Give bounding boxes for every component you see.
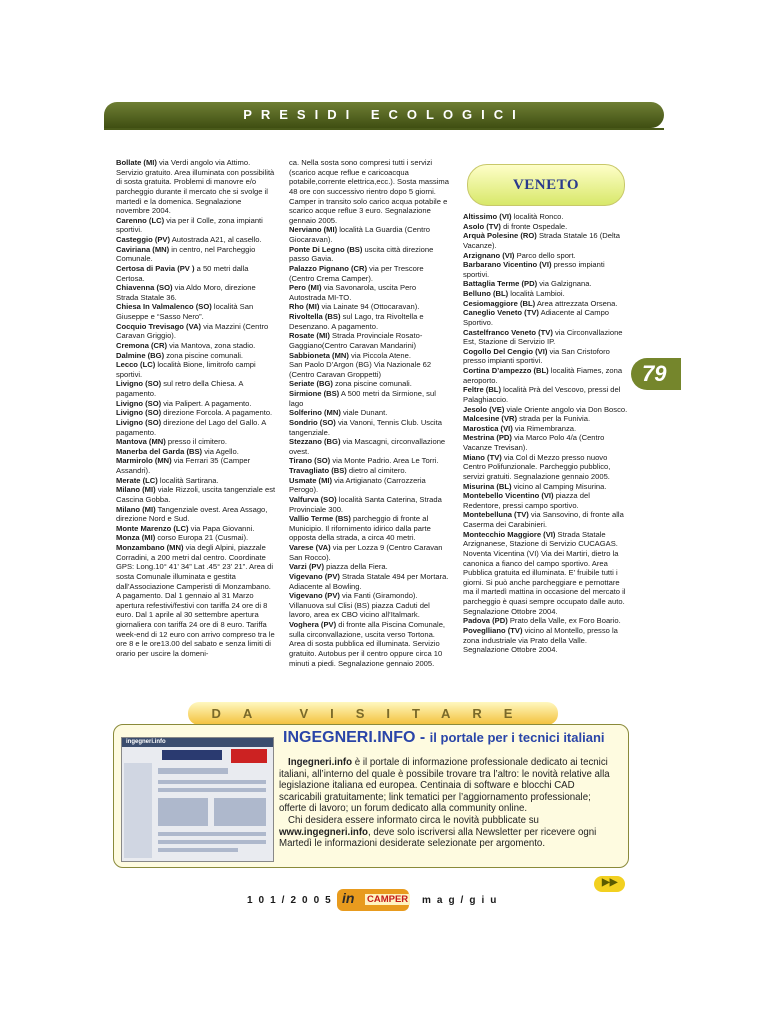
thumb-block (158, 848, 238, 852)
listing-entry (116, 341, 276, 351)
listing-entry (116, 447, 276, 457)
info-title-sub: il portale per i tecnici italiani (429, 730, 605, 745)
listing-location: Varzi (PV) (289, 562, 325, 572)
listing-description: vicino al Montello, presso la zona industriale via Prato della Valle. Segnalazione Ottobre 2004. (463, 625, 618, 655)
listing-description: uscita città direzione passo Gavia. (289, 244, 434, 264)
listing-entry (289, 562, 451, 572)
listing-description: via Savonarola, uscita Pero Autostrada MI-TO. (289, 283, 417, 302)
info-body (279, 757, 614, 850)
thumb-sidebar (124, 763, 152, 858)
listing-location: Belluno (BL) (463, 289, 509, 298)
listing-description: sul Lago, tra Rivoltella e Desenzano. A pagamento. (289, 312, 424, 331)
listing-location: Marostica (VI) (463, 423, 513, 433)
listing-entry (116, 399, 276, 409)
veneto-region-badge (467, 164, 625, 206)
listing-description: via Agello. (202, 446, 239, 456)
info-p2-text-a: Chi desidera essere informato circa le novità pubblicate su (288, 814, 539, 826)
listing-description: San Paolo D’Argon (BG) Via Nazionale 62 (Centro Caravan Groppetti) (289, 360, 432, 379)
visitare-banner (188, 702, 558, 725)
listing-entry (289, 225, 451, 244)
listing-description: via Circonvallazione Est, Stazione di Servizio IP. (463, 327, 623, 347)
listing-entry (289, 466, 451, 476)
listing-entry (289, 408, 451, 418)
listing-entry (289, 360, 451, 379)
listing-location: Miano (TV) (463, 452, 502, 462)
listing-entry (463, 482, 628, 492)
listing-location: Cesiomaggiore (BL) (463, 298, 536, 308)
listing-entry (463, 279, 628, 289)
listing-description: via Sansovino, di fronte alla Caserma dei Carabinieri. (463, 510, 624, 529)
listing-description: via Vanoni, Tennis Club. Uscita tangenziale. (289, 417, 442, 437)
incamper-logo (337, 889, 409, 911)
listing-description: via Lainate 94 (Ottocaravan). (319, 302, 420, 312)
listing-description: Strada Statale 16 (Delta Vacanze). (463, 231, 621, 250)
info-title (283, 729, 605, 747)
listing-location: Battaglia Terme (PD) (463, 279, 538, 289)
info-paragraph-2 (279, 815, 614, 850)
listing-description: dietro al cimitero. (346, 466, 407, 475)
listing-location: Dalmine (BG) (116, 350, 165, 360)
listing-description: Adiacente al Campo Sportivo. (463, 308, 610, 327)
page-number-tab (631, 358, 681, 390)
listing-description: via Monte Padrio. Area Le Torri. (330, 456, 439, 466)
listing-description: vicino al Camping Misurina. (511, 481, 607, 491)
thumb-block (158, 780, 266, 784)
listing-description: via Aldo Moro, direzione Strada Statale 36. (116, 283, 256, 302)
listing-description: viale Rizzoli, uscita tangenziale est Cascina Gobba. (116, 485, 276, 504)
listing-entry (289, 418, 451, 437)
listing-description: direzione del Lago del Gallo. A pagamento. (116, 417, 266, 437)
listing-description: in centro, nel Parcheggio Comunale. (116, 244, 256, 264)
listing-entry (463, 328, 628, 347)
listing-location: Monza (MI) (116, 533, 156, 543)
listing-location: Mestrina (PD) (463, 433, 512, 443)
listing-entry (289, 437, 451, 456)
listing-description: Tangenziale ovest. Area Assago, direzione Nord e Sud. (116, 504, 268, 524)
listing-location: Vigevano (PV) (289, 591, 340, 601)
listing-description: a 50 metri dalla Certosa. (116, 263, 249, 283)
listing-description: via per Lozza 9 (Centro Caravan San Rocco). (289, 543, 443, 562)
listing-entry (116, 524, 276, 534)
listing-location: Malcesine (VR) (463, 414, 518, 424)
listing-entry (116, 245, 276, 264)
listing-location: Varese (VA) (289, 543, 331, 552)
listing-location: Vallio Terme (BS) (289, 514, 351, 524)
listing-entry (116, 485, 276, 504)
listing-entry (116, 543, 276, 659)
listing-entry (289, 158, 451, 225)
listing-entry (289, 331, 451, 350)
listing-location: Casteggio (PV) (116, 235, 171, 244)
thumb-block (158, 788, 266, 792)
listing-description: via San Cristoforo presso impianti sportivi. (463, 346, 610, 366)
info-p2-text-b: , deve solo iscriversi alla Newsletter per ricevere ogni Martedì le informazioni desiderate selezionate per argomento. (279, 826, 597, 850)
listing-entry (116, 351, 276, 361)
thumb-block (158, 768, 228, 774)
listing-description: via Mantova, zona stadio. (167, 340, 256, 350)
listing-location: Cremona (CR) (116, 340, 168, 350)
listing-description: direzione Forcola. A pagamento. (161, 408, 273, 418)
listing-description: corso Europa 21 (Cusmai). (155, 533, 249, 543)
listing-location: Chiavenna (SO) (116, 283, 173, 293)
thumb-tabs (162, 750, 222, 760)
listing-entry (116, 379, 276, 398)
listing-location: Caviriana (MN) (116, 244, 170, 254)
listing-location: Livigno (SO) (116, 379, 162, 389)
listing-description: via Piccola Atene. (348, 350, 411, 360)
listing-description: via Rimembranza. (512, 423, 577, 433)
listing-location: Travagliato (BS) (289, 466, 347, 475)
listing-location: Arquà Polesine (RO) (463, 231, 537, 241)
listing-entry (463, 347, 628, 366)
listing-description: località Prà del Vescovo, pressi del Palaghiaccio. (463, 385, 621, 404)
listing-entry (289, 283, 451, 302)
column-lombardia-1 (116, 158, 276, 659)
listing-entry (289, 264, 451, 283)
listing-location: Vigevano (PV) (289, 571, 340, 581)
section-title: PRESIDI ECOLOGICI (243, 107, 525, 122)
listing-entry (463, 405, 628, 415)
listing-entry (463, 453, 628, 482)
listing-entry (116, 418, 276, 437)
listing-location: Arzignano (VI) (463, 250, 515, 260)
listing-description: presso impianti sportivi. (463, 260, 605, 279)
listing-entry (289, 351, 451, 361)
listing-entry (116, 408, 276, 418)
listing-description: via Ferrari 35 (Camper Assandri). (116, 456, 251, 475)
listing-description: via degli Alpini, piazzale Corradini, a 200 metri dal centro. Coordinate GPS: Long.10° 41’ 34” Lat .45° 23’ 21”. Area di sosta Comunale illuminata e gestita dall’Associazione Camperisti di Monzambano. A pagamento. Dal 1 gennaio al 31 Marzo apertura refestivi/festivi con tariffa 24 ore di 8 euro. Dal 1 aprile al 30 settembre apertura giornaliera con tariffa 24 ore di 8 euro. Tariffa week-end di 12 euro con arrivo compreso tra le ore 8 e le ore13.00 del sabato e senza limiti di orario per uscire la domeni- (116, 543, 275, 658)
thumb-block (158, 840, 266, 844)
column-lombardia-2 (289, 158, 451, 668)
listing-location: Monzambano (MN) (116, 543, 184, 552)
listing-description: piazza della Fiera. (324, 562, 388, 572)
listing-location: Montecchio Maggiore (VI) (463, 529, 556, 539)
listing-description: località Santa Caterina, Strada Provinciale 300. (289, 494, 442, 514)
listing-location: Milano (MI) (116, 504, 156, 514)
listing-entry (116, 505, 276, 524)
listing-entry (463, 510, 628, 529)
listing-location: Montebelluna (TV) (463, 510, 529, 520)
next-page-arrow-icon: ▶▶ (594, 876, 625, 892)
listing-location: Seriate (BG) (289, 379, 333, 389)
listing-entry (463, 212, 628, 222)
listing-location: Rho (MI) (289, 302, 320, 312)
listing-description: via Artigianato (Carrozzeria Perogo). (289, 475, 426, 495)
listing-location: Palazzo Pignano (CR) (289, 263, 368, 273)
listing-location: Jesolo (VE) (463, 404, 505, 414)
page-footer (0, 886, 767, 916)
footer-issue: 101/2005 (247, 895, 337, 906)
listing-entry (289, 302, 451, 312)
listing-description: Area attrezzata Orsena. (535, 298, 618, 308)
listing-description: Strada Statale 494 per Mortara. Adiacente al Bowling. (289, 571, 449, 591)
listing-location: Asolo (TV) (463, 221, 501, 231)
listing-entry (463, 260, 628, 279)
listing-entry (289, 456, 451, 466)
listing-description: di fronte Ospedale. (500, 221, 568, 231)
listing-location: Cocquio Trevisago (VA) (116, 321, 202, 331)
listing-location: Pero (MI) (289, 283, 322, 293)
listing-location: Usmate (MI) (289, 475, 333, 485)
thumb-block (158, 832, 266, 836)
listing-entry (116, 283, 276, 302)
listing-description: zona piscine comunali. (332, 379, 412, 389)
listing-location: Rosate (MI) (289, 331, 330, 341)
listing-location: Merate (LC) (116, 475, 158, 485)
logo-camper-text: CAMPER (367, 894, 409, 905)
info-site-name: Ingegneri.info (288, 757, 353, 768)
info-title-main: INGEGNERI.INFO - (283, 729, 430, 746)
listing-description: via Mazzini (Centro Caravan Griggio). (116, 321, 269, 341)
listing-description: viale Dunant. (340, 408, 388, 418)
listing-entry (116, 437, 276, 447)
listing-description: via Verdi angolo via Attimo. Servizio gratuito. Area illuminata con possibilità di sosta gratuita. Problemi di manovre e/o parcheggio durante il mercato che si svolge il martedì e la domenica. Segnalazione novembre 2004. (116, 158, 275, 216)
listing-entry (289, 572, 451, 591)
listing-entry (289, 379, 451, 389)
listing-entry (289, 543, 451, 562)
listing-location: Solferino (MN) (289, 408, 341, 418)
listing-description: località Lambioi. (508, 289, 565, 298)
listing-entry (116, 216, 276, 235)
listing-location: Tirano (SO) (289, 456, 331, 466)
listing-entry (289, 476, 451, 495)
listing-location: Marmirolo (MN) (116, 456, 172, 466)
listing-location: Ponte Di Legno (BS) (289, 244, 363, 254)
veneto-title: VENETO (512, 177, 580, 193)
listing-description: località Ronco. (511, 212, 564, 221)
listing-location: Livigno (SO) (116, 408, 162, 418)
thumb-ad (231, 749, 267, 763)
listing-description: via Marco Polo 4/a (Centro Vacanze Trevisan). (463, 433, 605, 452)
listing-entry (463, 385, 628, 404)
footer-date: mag/giu (422, 895, 503, 906)
listing-description: ca. Nella sosta sono compresi tutti i servizi (scarico acque reflue e caricoacqua potabile,corrente elettrica,ecc.). Sosta massima 48 ore con successivo rientro dopo 5 giorni. Camper in transito solo carico acqua potabile e scarico acque reflue 3 euro. Segnalazione gennaio 2005. (289, 158, 449, 225)
listing-location: Barbarano Vicentino (VI) (463, 260, 552, 270)
listing-location: Voghera (PV) (289, 620, 337, 629)
listing-description: località La Guardia (Centro Giocaravan). (289, 225, 430, 244)
listing-location: Valfurva (SO) (289, 494, 337, 504)
listing-location: Padova (PD) (463, 616, 508, 626)
listing-entry (116, 476, 276, 486)
listing-entry (289, 245, 451, 264)
listing-location: Misurina (BL) (463, 481, 512, 491)
listing-description: Strada Statale Arzignanese, Stazione di Servizio CUCAGAS. Noventa Vicentina (VI) Via dei Martiri, dietro la canonica a fianco del campo sportivo. Area Pubblica gratuita ed illuminata. E’ fruibile tutti i giorni. Si può anche parcheggiare e pernottare ma il martedì mattina in occasione del mercato il parcheggio è quasi sempre occupato dalle auto. Segnalazione Ottobre 2004. (463, 529, 626, 616)
listing-entry (116, 533, 276, 543)
listing-location: Certosa di Pavia (PV ) (116, 263, 195, 273)
listing-location: Carenno (LC) (116, 215, 165, 225)
listing-description: Parco dello sport. (514, 250, 576, 260)
listing-entry (116, 235, 276, 245)
column-veneto (463, 212, 628, 655)
info-url-link[interactable]: www.ingegneri.info (279, 826, 368, 838)
website-screenshot-image (121, 737, 274, 862)
listing-location: Montebello Vicentino (VI) (463, 491, 554, 501)
listing-description: di fronte alla Piscina Comunale, sulla circonvallazione, uscita verso Tortona. Area di sosta pubblica ed illuminata. Servizio gratuito. Autobus per il centro oppure circa 10 minuti a piedi. Segnalazione gennaio 2005. (289, 620, 446, 668)
logo-in-text: in (342, 890, 355, 906)
listing-location: Rivoltella (BS) (289, 312, 341, 321)
listing-location: Mantova (MN) (116, 437, 166, 447)
thumb-block (214, 798, 266, 826)
listing-entry (289, 389, 451, 408)
listing-description: località San Giuseppe e “Sasso Nero”. (116, 302, 254, 321)
listing-description: parcheggio di fronte al Municipio. Il rifornimento idirico dalla parte opposta della strada, a circa 40 metri. (289, 514, 431, 543)
info-p1-text: è il portale di informazione professionale dedicato ai tecnici italiani, all’interno del quale è possibile trovare tra l’altro: le novità relative alla legislazione italiana ed europea. Centinaia di software e blocchi CAD scaricabili gratuitamente; link tematici per l’aggiornamento professionale; offerte di lavoro; un forum dedicato alla community online. (279, 757, 610, 815)
listing-location: Sabbioneta (MN) (289, 350, 349, 360)
listing-description: Autostrada A21, al casello. (170, 235, 262, 244)
listing-entry (463, 222, 628, 232)
listing-location: Lecco (LC) (116, 360, 156, 370)
listing-location: Livigno (SO) (116, 417, 162, 427)
listing-entry (116, 322, 276, 341)
listing-entry (463, 251, 628, 261)
listing-description: via Palipert. A pagamento. (161, 398, 252, 408)
listing-description: via per il Colle, zona impianti sportivi. (116, 215, 263, 235)
listing-description: via Fanti (Giramondo). Villanuova sul Clisi (BS) piazza Caduti del lavoro, area ex CBO vicino all’Italmark. (289, 591, 430, 620)
listing-description: Strada Provinciale Rosato-Gaggiano(Centro Caravan Mandarini) (289, 331, 423, 350)
listing-location: Livigno (SO) (116, 398, 162, 408)
listing-entry (463, 366, 628, 385)
listing-description: via per Trescore (Centro Crema Camper). (289, 263, 424, 283)
listing-description: località Fiames, zona aeroporto. (463, 366, 623, 385)
listing-location: Milano (MI) (116, 485, 156, 495)
listing-entry (463, 626, 628, 655)
listing-entry (116, 158, 276, 216)
listing-description: piazza del Redentore, pressi campo sportivo. (463, 491, 590, 510)
listing-entry (116, 456, 276, 475)
listing-description: località Sartirana. (157, 475, 219, 485)
listing-description: viale Oriente angolo via Don Bosco. (504, 404, 628, 414)
listing-location: Monte Marenzo (LC) (116, 523, 189, 533)
listing-entry (463, 530, 628, 617)
listing-entry (289, 312, 451, 331)
listing-entry (116, 302, 276, 321)
thumb-logo: ingegneri.info (126, 739, 166, 745)
thumb-block (158, 798, 208, 826)
listing-description: A 500 metri da Sirmione, sul lago (289, 389, 436, 408)
listing-description: via Galzignana. (537, 279, 592, 289)
info-paragraph-1 (279, 757, 614, 815)
listing-description: via Papa Giovanni. (188, 523, 255, 533)
listing-location: Caneglio Veneto (TV) (463, 308, 539, 318)
listing-entry (463, 414, 628, 424)
listing-description: presso il cimitero. (165, 437, 227, 447)
listing-location: Poveglliano (TV) (463, 625, 523, 635)
listing-entry (463, 424, 628, 434)
listing-entry (116, 360, 276, 379)
listing-entry (116, 264, 276, 283)
listing-entry (463, 289, 628, 299)
listing-description: strada per la Funivia. (517, 414, 591, 424)
listing-entry (463, 491, 628, 510)
listing-description: Prato della Valle, ex Foro Boario. (507, 616, 621, 626)
listing-location: Stezzano (BG) (289, 437, 341, 447)
listing-description: zona piscine comunali. (164, 350, 244, 360)
listing-location: Manerba del Garda (BS) (116, 446, 203, 456)
listing-description: sul retro della Chiesa. A pagamento. (116, 379, 244, 398)
listing-entry (289, 591, 451, 620)
listing-location: Feltre (BL) (463, 385, 501, 395)
banner-divider (104, 128, 664, 130)
listing-location: Sondrio (SO) (289, 417, 336, 427)
listing-entry (289, 495, 451, 514)
listing-location: Nerviano (MI) (289, 225, 338, 235)
listing-description: via Col di Mezzo presso nuovo Centro Polifunzionale. Parcheggio pubblico, servizi gratuiti. Segnalazione gennaio 2005. (463, 452, 611, 481)
listing-entry (463, 299, 628, 309)
listing-location: Sirmione (BS) (289, 389, 340, 398)
listing-location: Chiesa In Valmalenco (SO) (116, 302, 212, 312)
listing-location: Cogollo Del Cengio (VI) (463, 346, 548, 356)
visitare-title: DA VISITARE (211, 706, 535, 721)
listing-description: località Bione, limitrofo campi sportivi. (116, 360, 256, 379)
listing-entry (289, 514, 451, 543)
listing-location: Altissimo (VI) (463, 212, 512, 221)
listing-location: Cortina D’ampezzo (BL) (463, 366, 549, 375)
listing-entry (463, 433, 628, 452)
listing-entry (289, 620, 451, 668)
listing-location: Bollate (MI) (116, 158, 157, 167)
listing-entry (463, 616, 628, 626)
listing-entry (463, 308, 628, 327)
listing-entry (463, 231, 628, 250)
section-banner (104, 102, 664, 128)
listing-location: Castelfranco Veneto (TV) (463, 327, 553, 337)
page-number: 79 (642, 361, 667, 386)
thumb-header (122, 738, 273, 747)
listing-description: via Mascagni, circonvallazione ovest. (289, 437, 446, 456)
